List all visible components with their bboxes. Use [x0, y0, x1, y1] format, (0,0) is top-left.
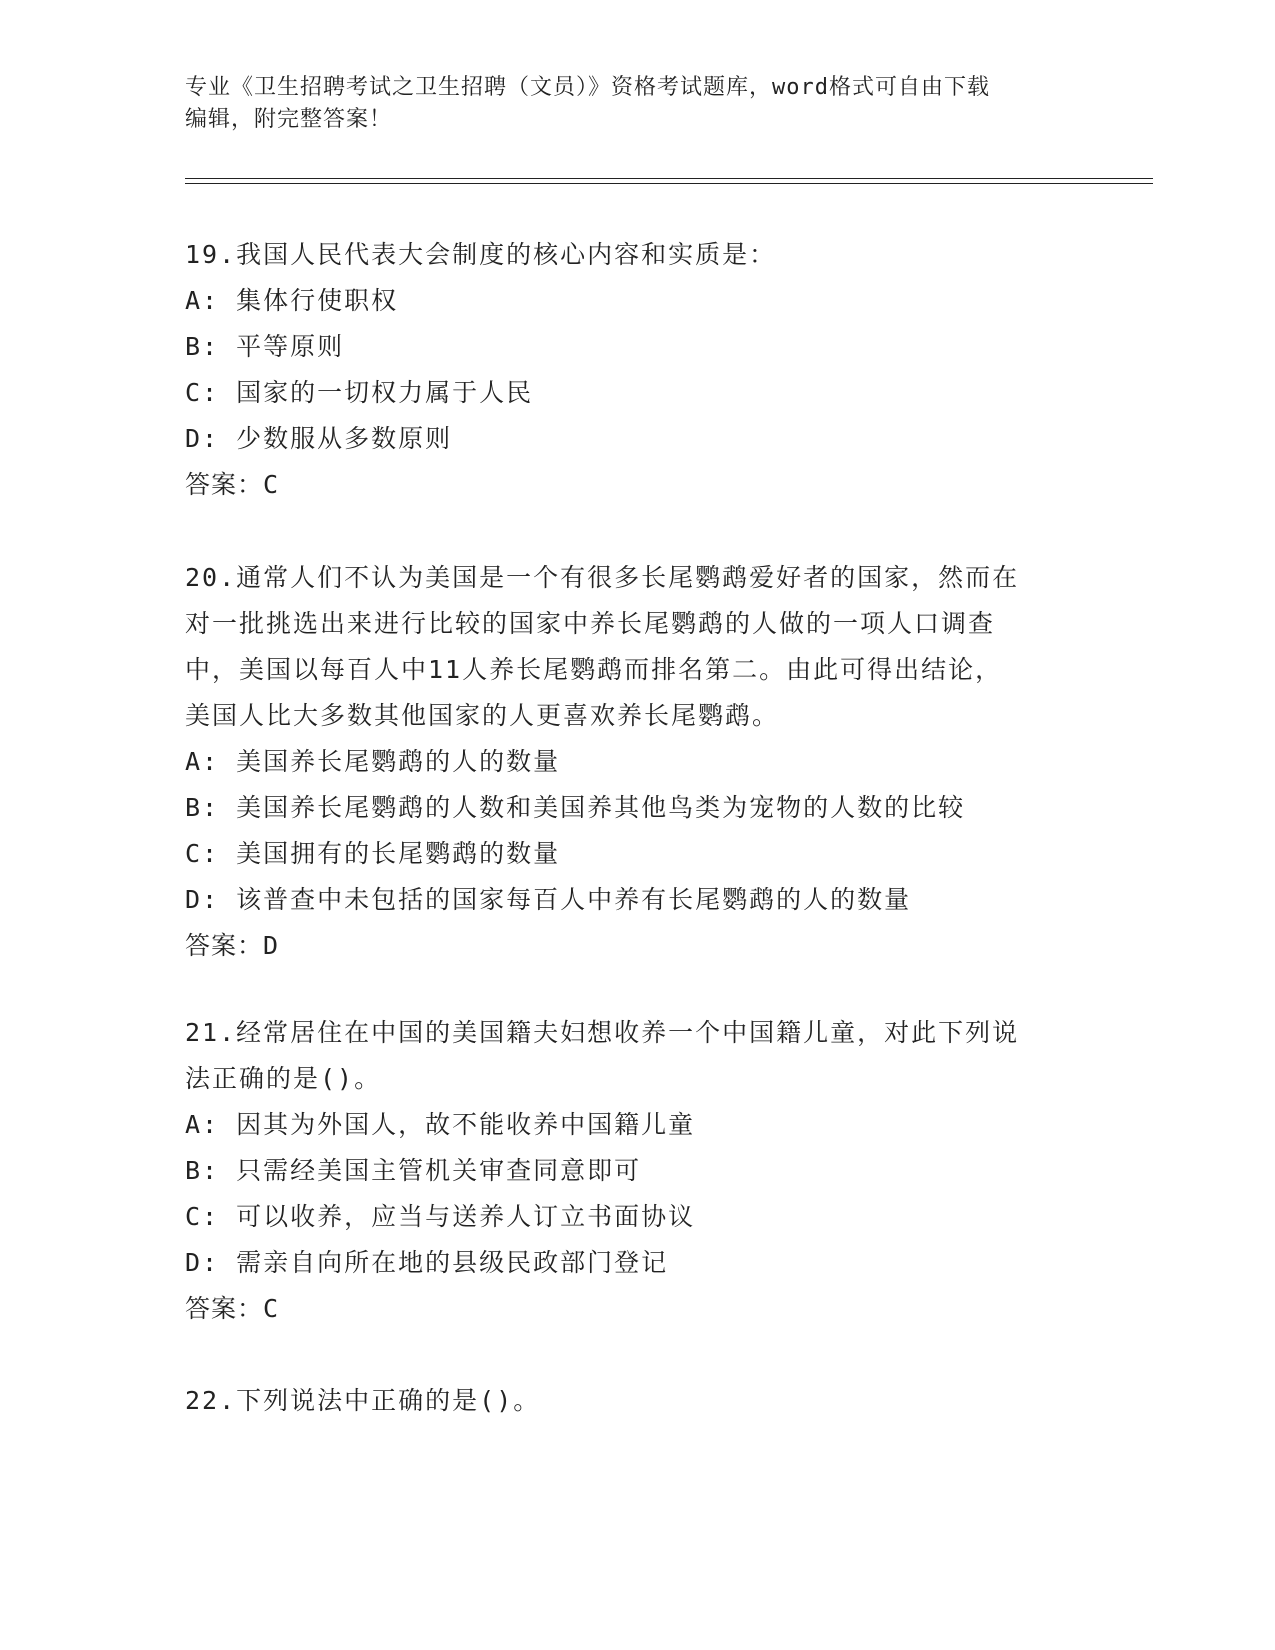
option-c: C: 国家的一切权力属于人民: [185, 378, 534, 407]
option-b: B: 平等原则: [185, 332, 345, 361]
option-d: D: 该普查中未包括的国家每百人中养有长尾鹦鹉的人的数量: [185, 885, 912, 914]
question-21: [185, 1010, 1085, 1332]
option-c: C: 美国拥有的长尾鹦鹉的数量: [185, 839, 561, 868]
option-d: D: 需亲自向所在地的县级民政部门登记: [185, 1248, 669, 1277]
answer: 答案：D: [185, 931, 280, 960]
question-stem-line: 法正确的是()。: [185, 1064, 382, 1093]
header-divider-top: [185, 178, 1153, 179]
answer: 答案：C: [185, 470, 280, 499]
question-stem-line: 21.经常居住在中国的美国籍夫妇想收养一个中国籍儿童，对此下列说: [185, 1018, 1020, 1047]
question-stem-line: 对一批挑选出来进行比较的国家中养长尾鹦鹉的人做的一项人口调查: [185, 609, 996, 638]
option-c: C: 可以收养，应当与送养人订立书面协议: [185, 1202, 696, 1231]
option-a: A: 集体行使职权: [185, 286, 399, 315]
header-divider-bottom: [185, 183, 1153, 184]
question-stem: 19.我国人民代表大会制度的核心内容和实质是：: [185, 240, 777, 269]
question-20: [185, 555, 1085, 969]
question-stem-line: 中，美国以每百人中11人养长尾鹦鹉而排名第二。由此可得出结论，: [185, 655, 1003, 684]
question-stem-line: 20.通常人们不认为美国是一个有很多长尾鹦鹉爱好者的国家，然而在: [185, 563, 1020, 592]
option-b: B: 美国养长尾鹦鹉的人数和美国养其他鸟类为宠物的人数的比较: [185, 793, 966, 822]
option-a: A: 美国养长尾鹦鹉的人的数量: [185, 747, 561, 776]
question-19: [185, 232, 1085, 508]
option-b: B: 只需经美国主管机关审查同意即可: [185, 1156, 642, 1185]
question-stem: 22.下列说法中正确的是()。: [185, 1386, 541, 1415]
question-22: [185, 1378, 1085, 1424]
question-stem-line: 美国人比大多数其他国家的人更喜欢养长尾鹦鹉。: [185, 701, 780, 730]
document-header: [185, 72, 1085, 136]
option-d: D: 少数服从多数原则: [185, 424, 453, 453]
option-a: A: 因其为外国人，故不能收养中国籍儿童: [185, 1110, 696, 1139]
header-line-2: 编辑，附完整答案！: [185, 107, 393, 132]
answer: 答案：C: [185, 1294, 280, 1323]
header-line-1: 专业《卫生招聘考试之卫生招聘（文员）》资格考试题库，word格式可自由下载: [185, 75, 990, 100]
